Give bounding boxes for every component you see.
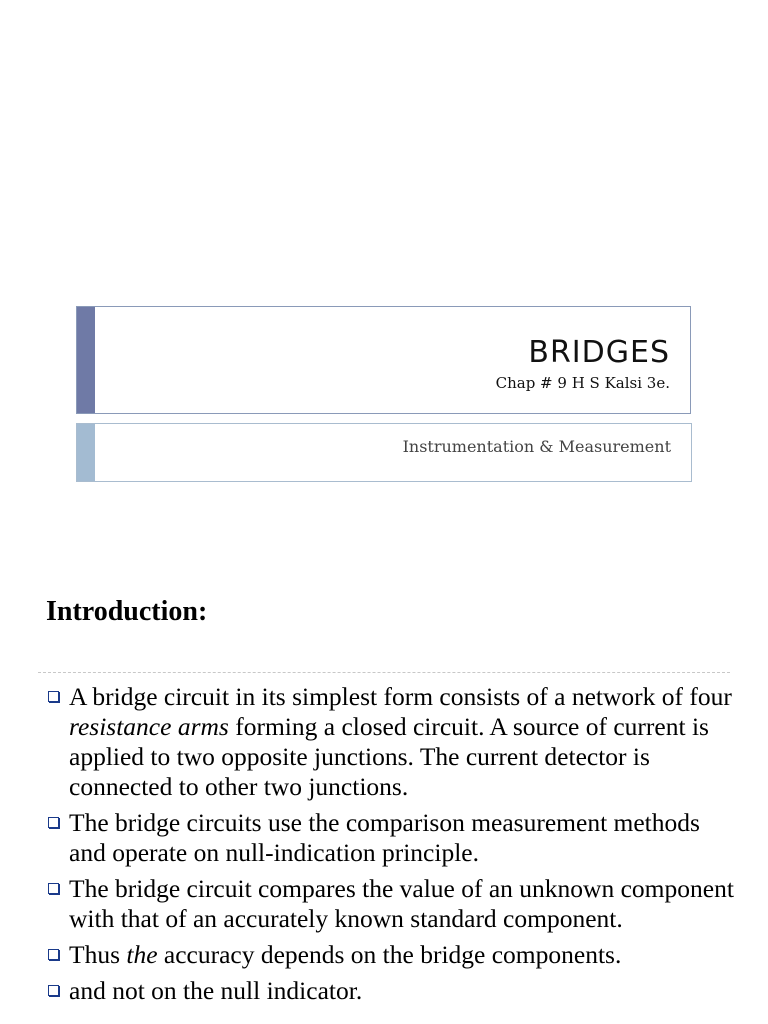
hollow-square-bullet-icon <box>48 691 59 702</box>
title-card <box>76 306 691 414</box>
bullet-item <box>46 808 736 868</box>
emphasized-text: the <box>126 940 158 969</box>
bullet-item <box>46 976 736 1006</box>
hollow-square-bullet-icon <box>48 883 59 894</box>
slide-subtitle: Instrumentation & Measurement <box>402 437 671 456</box>
bullet-item <box>46 874 736 934</box>
bullet-text: Thus <box>69 940 127 969</box>
emphasized-text: resistance arms <box>69 712 229 741</box>
bullet-item <box>46 682 736 802</box>
hollow-square-bullet-icon <box>48 949 59 960</box>
section-heading: Introduction: <box>46 596 208 627</box>
bullet-text: accuracy depends on the bridge components. <box>157 940 622 969</box>
dashed-divider <box>38 672 730 673</box>
hollow-square-bullet-icon <box>48 985 59 996</box>
title-accent-bar <box>77 307 95 413</box>
bullet-text: The bridge circuit compares the value of an unknown component with that of an accurately known standard component. <box>69 874 734 933</box>
subtitle-accent-bar <box>77 424 95 481</box>
bullet-text: A bridge circuit in its simplest form consists of a network of four <box>69 682 732 711</box>
subtitle-card <box>76 423 692 482</box>
slide-title: BRIDGES <box>528 335 670 370</box>
bullet-text: and not on the null indicator. <box>69 976 363 1005</box>
bullet-list <box>46 682 736 1012</box>
bullet-text: The bridge circuits use the comparison measurement methods and operate on null-indication principle. <box>69 808 700 867</box>
bullet-item <box>46 940 736 970</box>
hollow-square-bullet-icon <box>48 817 59 828</box>
bullet-text: forming a closed circuit. A source of current is applied to two opposite junctions. The current detector is connected to other two junctions. <box>69 712 709 801</box>
slide-title-subtext: Chap # 9 H S Kalsi 3e. <box>495 374 670 392</box>
